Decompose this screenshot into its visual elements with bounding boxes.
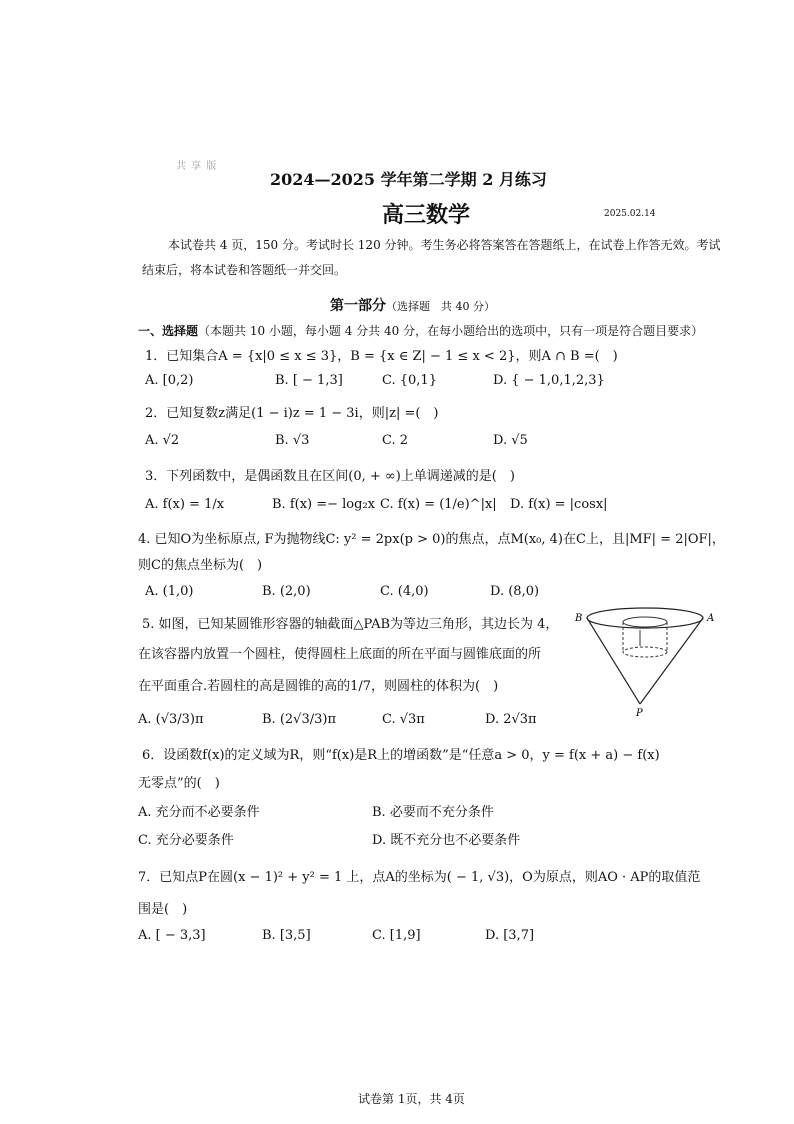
- q4-option-c: C. (4,0): [380, 584, 429, 599]
- q6-option-b: B. 必要而不充分条件: [372, 805, 494, 820]
- q4-option-d: D. (8,0): [490, 584, 540, 599]
- question-4-cont: 则C的焦点坐标为( ): [138, 558, 263, 573]
- cone-base-ellipse: [587, 608, 703, 628]
- part-heading: [138, 322, 703, 339]
- q6-option-d: D. 既不充分也不必要条件: [372, 833, 521, 848]
- cylinder-bottom: [623, 647, 667, 657]
- part-label: 一、选择题: [138, 324, 199, 338]
- q3-option-d: D. f(x) = |cosx|: [510, 497, 608, 512]
- question-6: 6．设函数f(x)的定义域为R，则“f(x)是R上的增函数”是“任意a > 0，y = f(x + a) − f(x): [142, 748, 660, 763]
- q2-option-d: D. √5: [493, 433, 528, 448]
- q1-option-b: B. [ − 1,3]: [275, 373, 343, 388]
- cone-left-edge: [587, 618, 640, 704]
- section-heading: [330, 295, 495, 315]
- part-desc: （本题共 10 小题，每小题 4 分共 40 分，在每小题给出的选项中，只有一项是符合题目要求）: [198, 324, 704, 338]
- question-7-cont: 围是( ): [138, 902, 188, 917]
- q1-option-c: C. {0,1}: [382, 373, 437, 388]
- question-5-cont2: 在平面重合.若圆柱的高是圆锥的高的1/7，则圆柱的体积为( ): [138, 679, 499, 694]
- instructions-line1: 本试卷共 4 页，150 分。考试时长 120 分钟。考生务必将答案答在答题纸上，在试卷上作答无效。考试: [168, 238, 721, 252]
- question-6-cont: 无零点”的( ): [138, 776, 220, 791]
- q6-option-a: A. 充分而不必要条件: [138, 805, 260, 820]
- q5-option-d: D. 2√3π: [485, 712, 537, 727]
- q7-option-b: B. [3,5]: [262, 928, 311, 943]
- q1-option-d: D. { − 1,0,1,2,3}: [493, 373, 605, 388]
- cone-figure: [573, 600, 718, 718]
- stamp-mark: 共 享 版: [176, 161, 218, 172]
- label-p: P: [636, 708, 643, 718]
- q1-option-a: A. [0,2): [145, 373, 194, 388]
- q2-option-b: B. √3: [275, 433, 310, 448]
- q4-option-b: B. (2,0): [262, 584, 311, 599]
- q3-option-c: C. f(x) = (1/e)^|x|: [380, 497, 497, 512]
- q5-option-c: C. √3π: [382, 712, 425, 727]
- exam-subtitle: 高三数学: [382, 202, 471, 228]
- section-title: 第一部分: [330, 298, 386, 314]
- question-5: 5. 如图，已知某圆锥形容器的轴截面△PAB为等边三角形，其边长为 4，: [142, 617, 559, 632]
- exam-date: 2025.02.14: [604, 209, 656, 219]
- exam-title: 2024—2025 学年第二学期 2 月练习: [270, 170, 547, 189]
- q3-option-b: B. f(x) =− log₂x: [272, 497, 376, 512]
- q2-option-c: C. 2: [382, 433, 409, 448]
- question-3: 3．下列函数中，是偶函数且在区间(0, + ∞)上单调递减的是( ): [145, 469, 515, 484]
- q6-option-c: C. 充分必要条件: [138, 833, 234, 848]
- question-1: 1．已知集合A = {x|0 ≤ x ≤ 3}，B = {x ∈ Z| − 1 ≤ x < 2}，则A ∩ B =( ): [145, 349, 618, 364]
- q4-option-a: A. (1,0): [145, 584, 194, 599]
- cylinder-top: [623, 617, 667, 627]
- question-2: 2．已知复数z满足(1 − i)z = 1 − 3i，则|z| =( ): [145, 406, 439, 421]
- question-4: 4. 已知O为坐标原点, F为抛物线C: y² = 2px(p > 0)的焦点，点M(x₀, 4)在C上，且|MF| = 2|OF|，: [138, 532, 725, 547]
- q2-option-a: A. √2: [145, 433, 180, 448]
- cone-right-edge: [640, 618, 703, 704]
- question-7: 7．已知点P在圆(x − 1)² + y² = 1 上，点A的坐标为( − 1, √3)，O为原点，则AO · AP的取值范: [138, 870, 701, 885]
- label-b: B: [575, 613, 583, 624]
- label-a: A: [707, 613, 715, 624]
- question-5-cont: 在该容器内放置一个圆柱，使得圆柱上底面的所在平面与圆锥底面的所: [138, 647, 542, 662]
- q5-option-a: A. (√3/3)π: [138, 712, 204, 727]
- q3-option-a: A. f(x) = 1/x: [145, 497, 225, 512]
- instructions-line2: 结束后，将本试卷和答题纸一并交回。: [142, 263, 347, 277]
- q7-option-c: C. [1,9]: [372, 928, 421, 943]
- section-subtitle: （选择题 共 40 分）: [386, 300, 495, 313]
- page-footer: 试卷第 1页，共 4页: [358, 1092, 465, 1106]
- q5-option-b: B. (2√3/3)π: [262, 712, 336, 727]
- q7-option-d: D. [3,7]: [485, 928, 535, 943]
- q7-option-a: A. [ − 3,3]: [138, 928, 206, 943]
